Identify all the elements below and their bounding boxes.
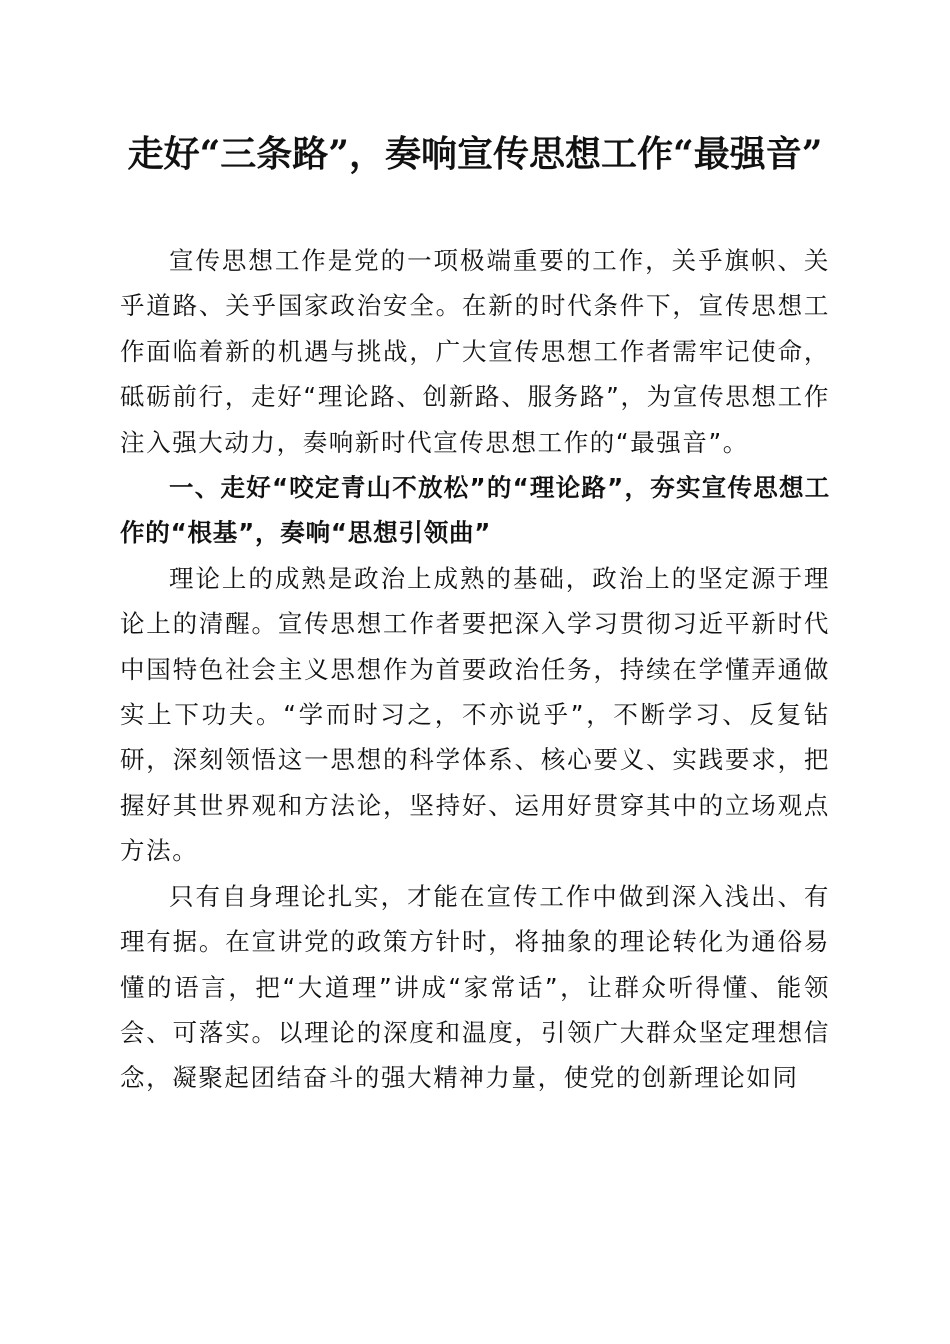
body-paragraph: 理论上的成熟是政治上成熟的基础，政治上的坚定源于理论上的清醒。宣传思想工作者要把深入学习贯彻习近平新时代中国特色社会主义思想作为首要政治任务，持续在学懂弄通做实上下功夫。“学而时习之，不亦说乎”，不断学习、反复钻研，深刻领悟这一思想的科学体系、核心要义、实践要求，把握好其世界观和方法论，坚持好、运用好贯穿其中的立场观点方法。 bbox=[120, 563, 830, 866]
document-title: 走好“三条路”，奏响宣传思想工作“最强音” bbox=[127, 133, 823, 175]
document-page bbox=[120, 132, 830, 1101]
section-heading: 一、走好“咬定青山不放松”的“理论路”，夯实宣传思想工作的“根基”，奏响“思想引领曲” bbox=[120, 473, 830, 548]
body-paragraph: 只有自身理论扎实，才能在宣传工作中做到深入浅出、有理有据。在宣讲党的政策方针时，将抽象的理论转化为通俗易懂的语言，把“大道理”讲成“家常话”，让群众听得懂、能领会、可落实。以理论的深度和温度，引领广大群众坚定理想信念，凝聚起团结奋斗的强大精神力量，使党的创新理论如同 bbox=[120, 881, 830, 1093]
intro-paragraph: 宣传思想工作是党的一项极端重要的工作，关乎旗帜、关乎道路、关乎国家政治安全。在新的时代条件下，宣传思想工作面临着新的机遇与挑战，广大宣传思想工作者需牢记使命，砥砺前行，走好“理论路、创新路、服务路”，为宣传思想工作注入强大动力，奏响新时代宣传思想工作的“最强音”。 bbox=[120, 246, 830, 457]
